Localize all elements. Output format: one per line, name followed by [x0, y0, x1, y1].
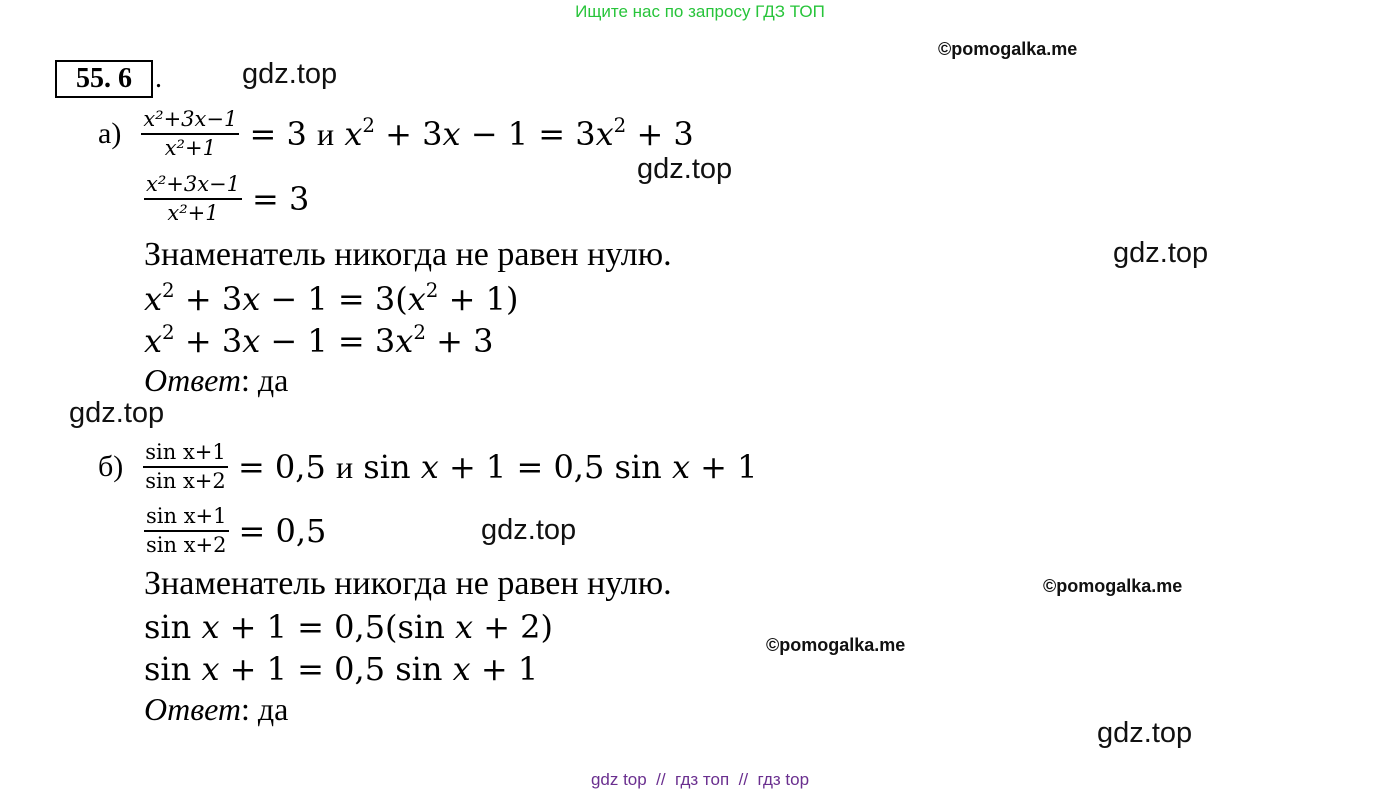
watermark-gdz: gdz.top: [1113, 237, 1209, 269]
part-a-equation-1: $x^2 + 3x - 1 = 3(x^2 + 1)$: [144, 279, 519, 318]
fraction-numerator: x²+3x−1: [146, 172, 241, 196]
part-a-equation-tail: = 3 и $x^2 + 3x - 1 = 3x^2 + 3$: [239, 113, 694, 153]
watermark-pomogalka: ©pomogalka.me: [766, 635, 906, 655]
fraction-numerator: x²+3x−1: [143, 107, 238, 131]
problem-number-dot: .: [155, 63, 162, 94]
watermark-gdz: gdz.top: [481, 514, 577, 546]
and-word: и: [317, 115, 335, 152]
problem-number-box: [55, 60, 162, 98]
part-a-step-fraction: [144, 173, 309, 224]
fraction-denominator: x²+1: [164, 136, 216, 160]
equals-value: = 0,5: [238, 511, 327, 550]
footer-links-text: gdz top // гдз топ // гдз top: [590, 770, 810, 789]
part-b-label: б): [98, 449, 124, 483]
watermark-pomogalka: ©pomogalka.me: [1043, 576, 1183, 596]
part-b-fraction: [143, 441, 228, 492]
equals-value: = 3: [252, 179, 310, 218]
part-b-answer: [144, 691, 288, 728]
fraction-denominator: sin x+2: [145, 469, 226, 493]
answer-value: : да: [241, 691, 289, 727]
part-b-statement: [98, 441, 758, 492]
top-banner-text: Ищите нас по запросу ГДЗ ТОП: [575, 2, 825, 21]
fraction-denominator: sin x+2: [146, 533, 227, 557]
part-a-label: а): [98, 116, 122, 150]
problem-number: 55. 6: [76, 63, 132, 94]
part-a-fraction: [141, 108, 239, 159]
watermark-pomogalka: ©pomogalka.me: [938, 39, 1078, 59]
part-a-equation-2: $x^2 + 3x - 1 = 3x^2 + 3$: [144, 321, 494, 360]
answer-word: Ответ: [144, 362, 241, 398]
part-b-denominator-note: Знаменатель никогда не равен нулю.: [144, 565, 672, 602]
answer-word: Ответ: [144, 691, 241, 727]
part-a-fraction: [144, 173, 242, 224]
part-b-equation-1: sin x + 1 = 0,5(sin x + 2): [144, 608, 554, 646]
answer-value: : да: [241, 362, 289, 398]
watermark-gdz: gdz.top: [1097, 717, 1193, 749]
watermark-gdz: gdz.top: [637, 153, 733, 185]
part-a-denominator-note: Знаменатель никогда не равен нулю.: [144, 236, 672, 273]
fraction-numerator: sin x+1: [146, 504, 227, 528]
fraction-numerator: sin x+1: [145, 440, 226, 464]
part-a-answer: [144, 362, 288, 399]
part-b-step-fraction: [144, 505, 326, 556]
part-b-fraction: [144, 505, 229, 556]
and-word: и: [335, 448, 354, 485]
fraction-denominator: x²+1: [167, 201, 219, 225]
part-b-equation-tail: = 0,5 и sin x + 1 = 0,5 sin x + 1: [227, 447, 758, 486]
part-b-equation-2: sin x + 1 = 0,5 sin x + 1: [144, 650, 539, 688]
watermark-gdz: gdz.top: [69, 397, 165, 429]
part-a-statement: [98, 108, 694, 159]
watermark-gdz: gdz.top: [242, 58, 338, 90]
